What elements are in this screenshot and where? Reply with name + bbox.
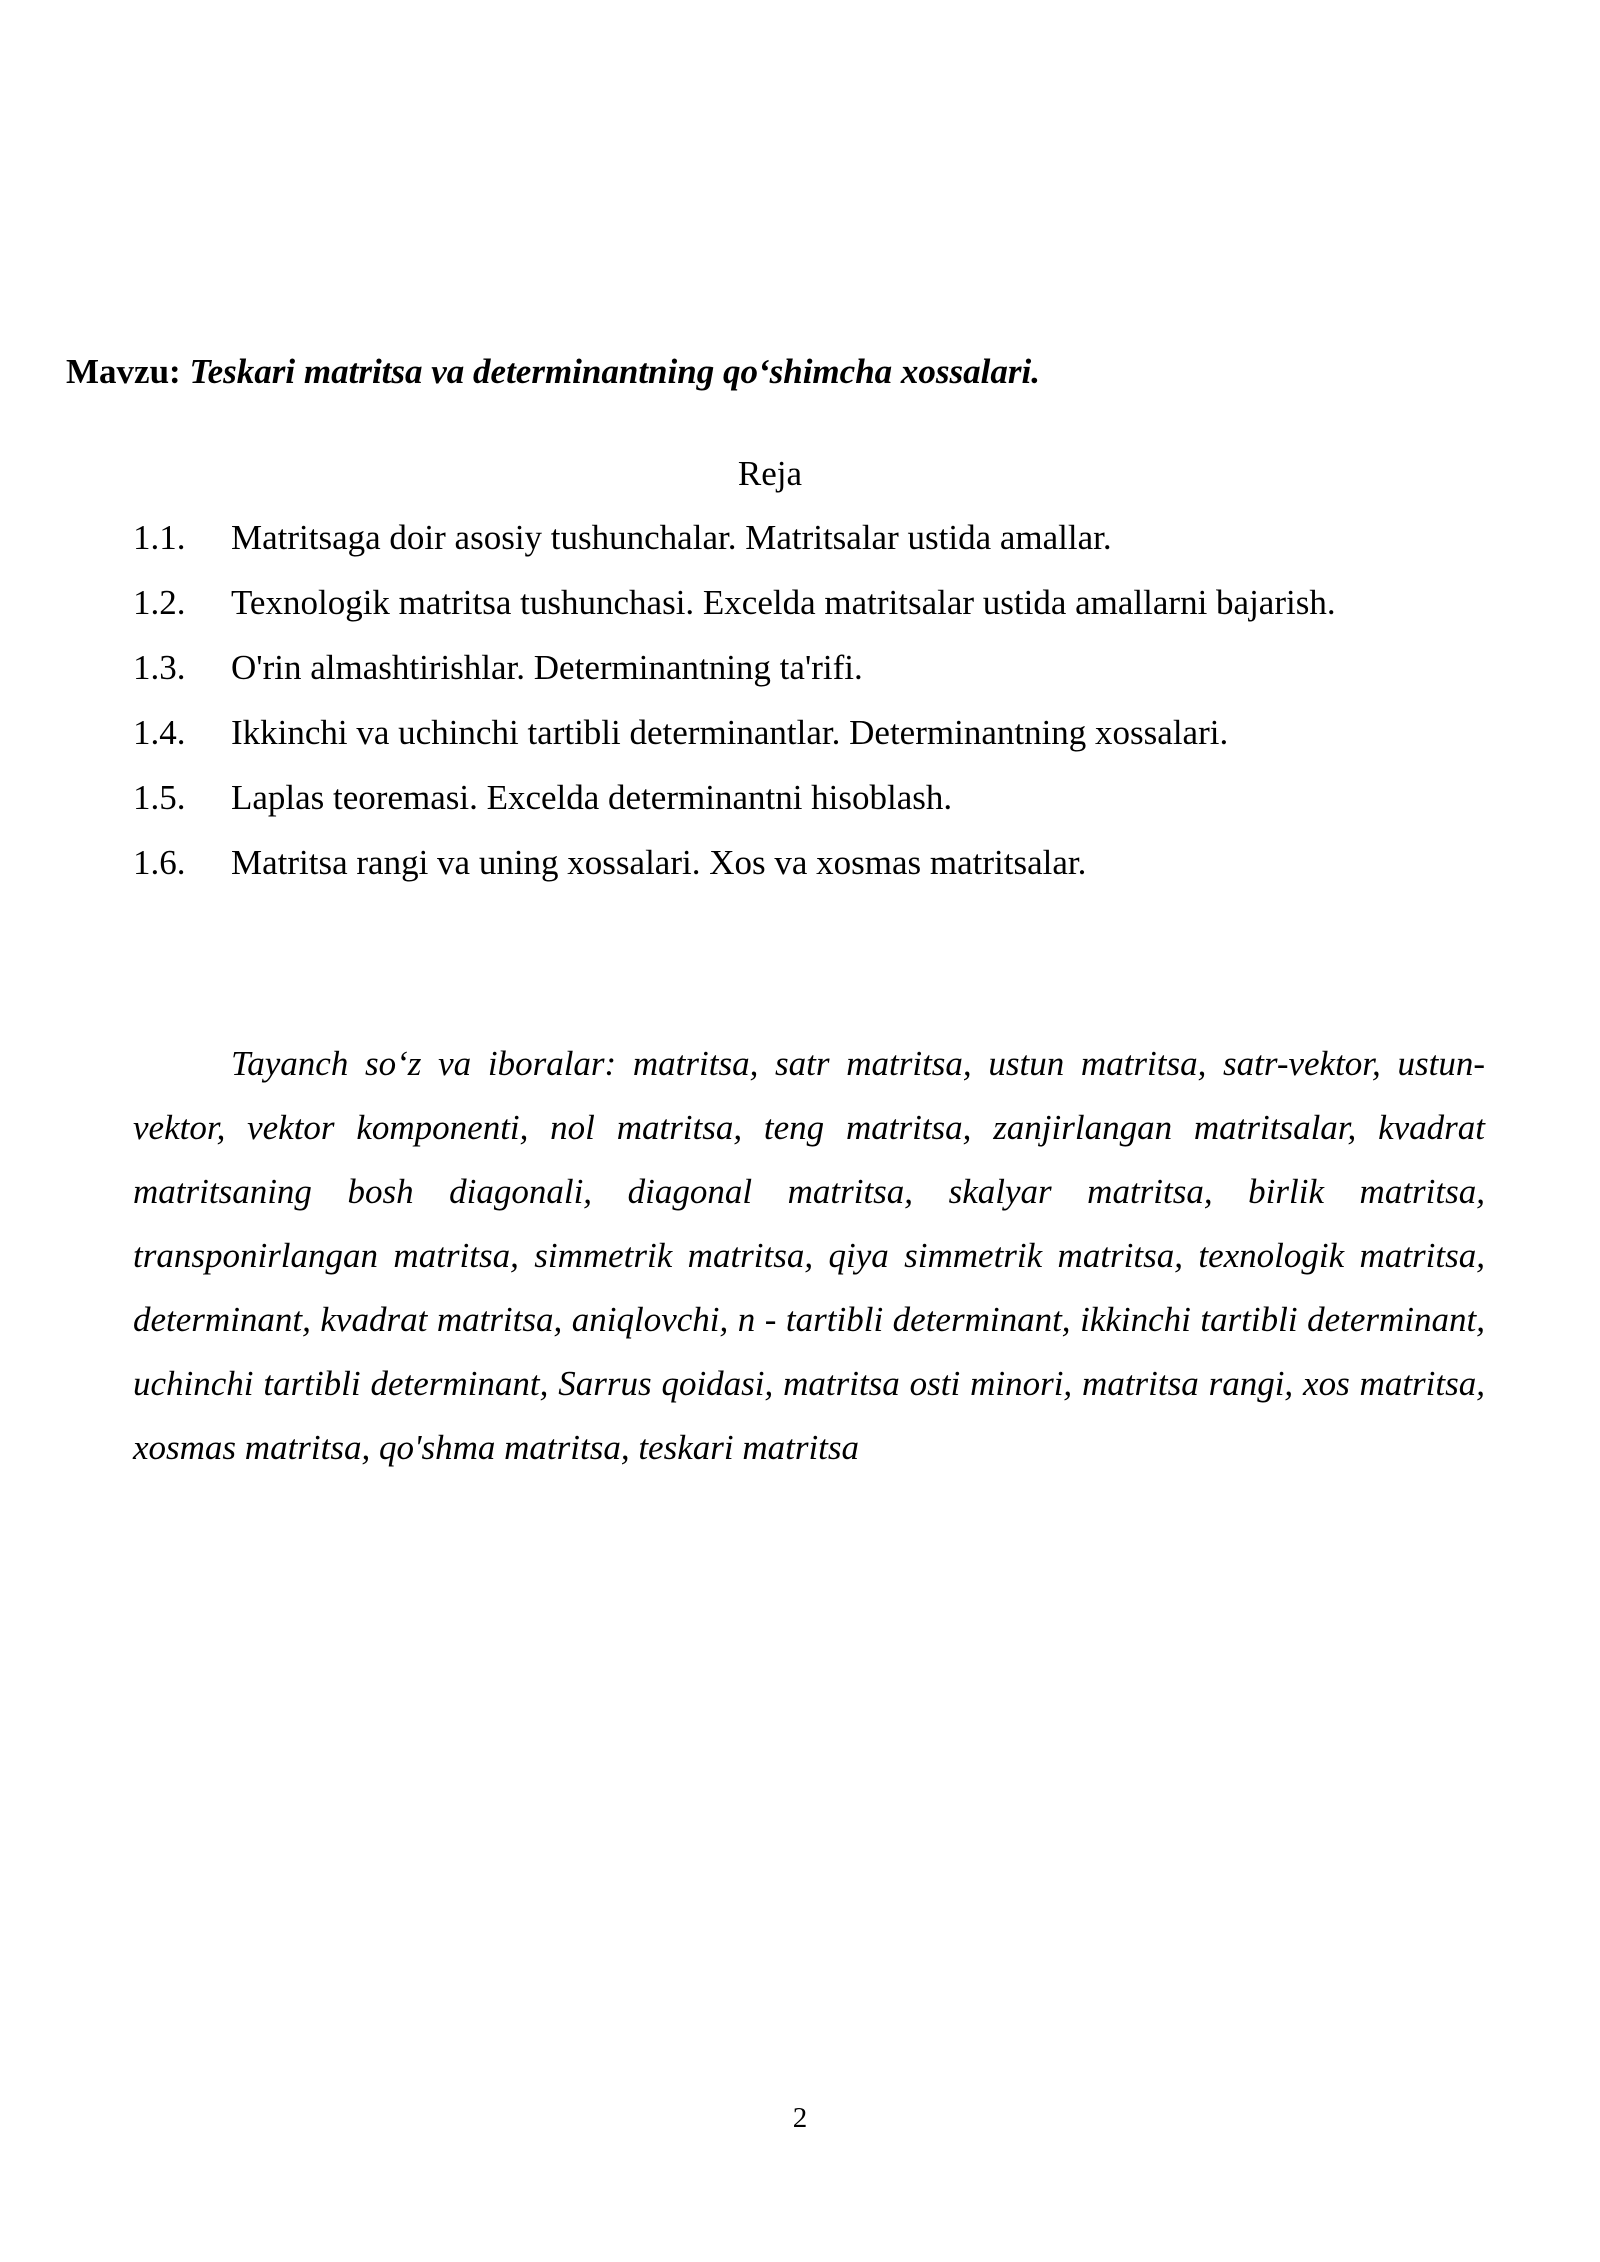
page-number: 2 — [792, 2102, 808, 2134]
plan-item-text: O'rin almashtirishlar. Determinantning ta'rifi. — [231, 648, 863, 687]
plan-item-text: Matritsa rangi va uning xossalari. Xos va xosmas matritsalar. — [231, 843, 1087, 882]
topic-label: Mavzu: — [66, 352, 181, 391]
plan-item-text: Matritsaga doir asosiy tushunchalar. Matritsalar ustida amallar. — [231, 518, 1112, 557]
plan-heading: Reja — [737, 454, 803, 493]
plan-item-number: 1.5. — [133, 778, 186, 817]
plan-item-number: 1.2. — [133, 583, 186, 622]
plan-item-number: 1.6. — [133, 843, 186, 882]
plan-item-number: 1.1. — [133, 518, 186, 557]
keywords-paragraph: Tayanch so‘z va iboralar: matritsa, satr matritsa, ustun matritsa, satr-vektor, ustun-vektor, vektor komponenti, nol matritsa, teng matritsa, zanjirlangan matritsalar, kvadrat matritsaning bosh diagonali, diagonal matritsa, skalyar matritsa, birlik matritsa, transponirlangan matritsa, simmetrik matritsa, qiya simmetrik matritsa, texnologik matritsa, determinant, kvadrat matritsa, aniqlovchi, n - tartibli determinant, ikkinchi tartibli determinant, uchinchi tartibli determinant, Sarrus qoidasi, matritsa osti minori, matritsa rangi, xos matritsa, xosmas matritsa, qo'shma matritsa, teskari matritsa — [133, 1044, 1485, 1467]
plan-item-number: 1.4. — [133, 713, 186, 752]
plan-item-text: Laplas teoremasi. Excelda determinantni hisoblash. — [231, 778, 953, 817]
plan-item-text: Ikkinchi va uchinchi tartibli determinantlar. Determinantning xossalari. — [231, 713, 1229, 752]
plan-item-text: Texnologik matritsa tushunchasi. Excelda matritsalar ustida amallarni bajarish. — [231, 583, 1336, 622]
plan-item-number: 1.3. — [133, 648, 186, 687]
topic-title: Teskari matritsa va determinantning qo‘shimcha xossalari. — [189, 352, 1040, 391]
topic-line — [66, 350, 1040, 394]
